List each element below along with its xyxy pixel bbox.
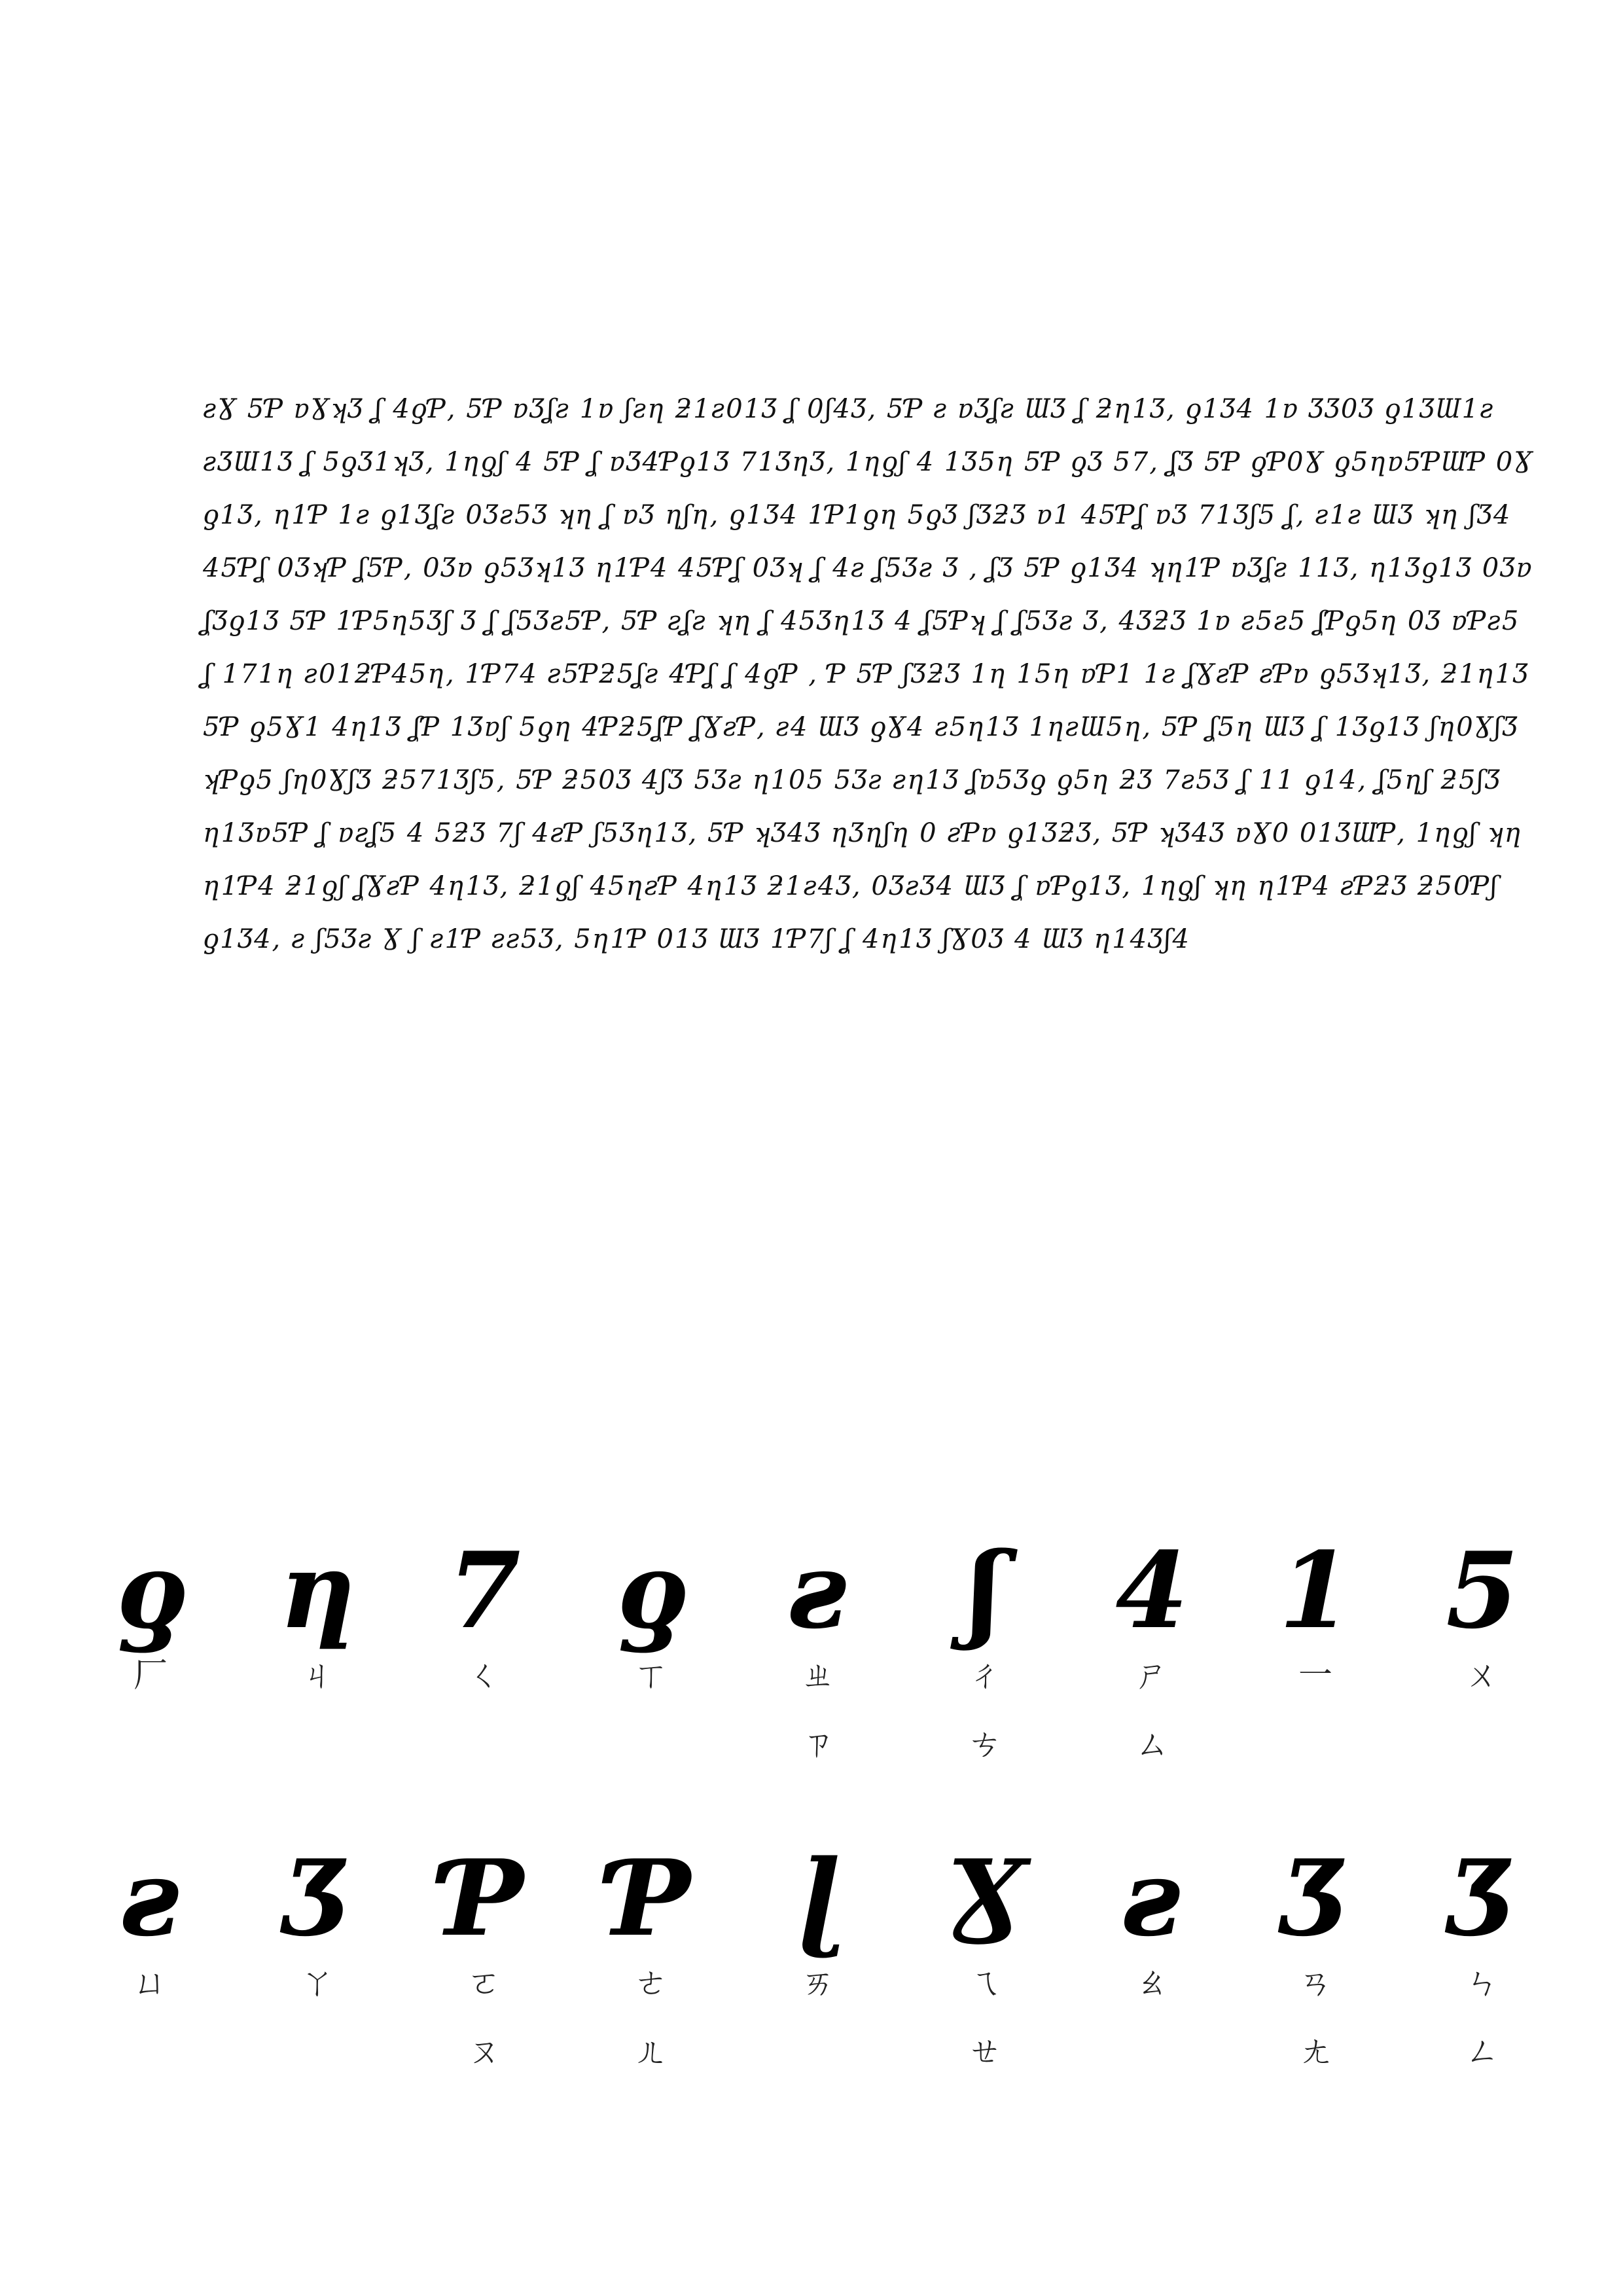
- text-line: 5Ƥ ƍ5Ɣ1 4ƞ1Ʒ ʆƤ 1Ʒɐʃ 5ƍƞ 4Ƥƻ5ʆƤ ʆƔƨƤ, ƨ4 ƜƷ ƍƔ4 ƨ5ƞ1Ʒ 1ƞƨƜ5ƞ, 5Ƥ ʆ5ƞ ƜƷ ʆ 1Ʒƍ1Ʒ ʃƞ0ƔʃƷ: [203, 712, 1519, 742]
- script-glyph: Ʒ: [1281, 1837, 1350, 1960]
- script-glyph: ƞ: [279, 1529, 356, 1652]
- text-line: ƍ1Ʒ4, ƨ ʃ5Ʒƨ Ɣ ʃ ƨ1Ƥ ƨƨ5Ʒ, 5ƞ1Ƥ 01Ʒ ƜƷ 1Ƥ7ʃ ʆ 4ƞ1Ʒ ʃƔ0Ʒ 4 ƜƷ ƞ14Ʒʃ4: [203, 924, 1190, 954]
- bopomofo-symbol: ㄢ: [1298, 1964, 1332, 2003]
- legend-cell: [753, 1525, 883, 1764]
- bopomofo-symbol: ㄨ: [1465, 1656, 1499, 1695]
- bopomofo-symbol: ㄦ: [633, 2032, 668, 2072]
- script-glyph: ƍ: [616, 1529, 687, 1652]
- legend-cell: [1250, 1833, 1381, 2072]
- text-line: ƨƷƜ1Ʒ ʆ 5ƍƷ1ʞƷ, 1ƞƍʃ 4 5Ƥ ʆ ɐƷ4Ƥƍ1Ʒ 71ƷƞƷ, 1ƞƍʃ 4 1Ʒ5ƞ 5Ƥ ƍƷ 57, ʆƷ 5Ƥ ƍƤ0Ɣ ƍ5ƞɐ5ƤƜƤ 0Ɣ: [203, 447, 1534, 477]
- legend-cell: [1086, 1525, 1217, 1764]
- legend-cell: [753, 1833, 883, 2003]
- script-glyph: Ƥ: [444, 1837, 524, 1960]
- legend-cell: [85, 1833, 216, 2003]
- bopomofo-symbol: ㄗ: [800, 1725, 835, 1764]
- script-glyph: ƨ: [788, 1529, 848, 1652]
- bopomofo-symbol: ㄐ: [300, 1656, 334, 1695]
- legend-cell: [919, 1525, 1050, 1764]
- bopomofo-symbol: ㄔ: [967, 1656, 1002, 1695]
- bopomofo-symbol: ㄑ: [467, 1656, 501, 1695]
- bopomofo-symbol: ㄟ: [967, 1964, 1002, 2003]
- legend-cell: [586, 1525, 717, 1695]
- bopomofo-symbol: ㄤ: [1298, 2032, 1332, 2072]
- text-line: ƨƔ 5Ƥ ɐƔʞƷ ʆ 4ƍƤ, 5Ƥ ɐƷʆƨ 1ɐ ʃƨƞ ƻ1ƨ01Ʒ ʆ 0ʃ4Ʒ, 5Ƥ ƨ ɐƷʆƨ ƜƷ ʆ ƻƞ1Ʒ, ƍ1Ʒ4 1ɐ ƷƷ0Ʒ ƍ1ƷƜ1ƨ: [203, 394, 1495, 424]
- bopomofo-symbol: ㄡ: [467, 2032, 501, 2072]
- text-line: ʆƷƍ1Ʒ 5Ƥ 1Ƥ5ƞ5Ʒʃ Ʒ ʆ ʆ5Ʒƨ5Ƥ, 5Ƥ ƨʆƨ ʞƞ ʆ 45Ʒƞ1Ʒ 4 ʆ5Ƥʞ ʆ ʆ5Ʒƨ Ʒ, 4ƷƻƷ 1ɐ ƨ5ƨ5 ʆƤƍ5ƞ 0Ʒ ɐƤƨ5: [203, 606, 1520, 636]
- legend-cell: [85, 1525, 216, 1695]
- legend-cell: [1086, 1833, 1217, 2003]
- script-glyph: Ƥ: [611, 1837, 691, 1960]
- legend-cell: [1417, 1525, 1548, 1695]
- script-glyph: Ɣ: [944, 1837, 1026, 1960]
- text-line: 45Ƥʆ 0ƷʞƤ ʆ5Ƥ, 0Ʒɐ ƍ5Ʒʞ1Ʒ ƞ1Ƥ4 45Ƥʆ 0Ʒʞ ʆ 4ƨ ʆ5Ʒƨ Ʒ , ʆƷ 5Ƥ ƍ1Ʒ4 ʞƞ1Ƥ ɐƷʆƨ 11Ʒ, ƞ1Ʒƍ1Ʒ 0Ʒɐ: [203, 553, 1533, 583]
- script-glyph: Ʒ: [1448, 1837, 1517, 1960]
- script-glyph: 1: [1279, 1529, 1352, 1652]
- script-glyph: ƨ: [1122, 1837, 1182, 1960]
- script-glyph: ƍ: [115, 1529, 186, 1652]
- script-glyph: Ʒ: [283, 1837, 352, 1960]
- bopomofo-symbol: ㄠ: [1134, 1964, 1169, 2003]
- bopomofo-symbol: 一: [1298, 1656, 1332, 1695]
- script-glyph: ƨ: [120, 1837, 181, 1960]
- text-line: ʞƤƍ5 ʃƞ0ƔʃƷ ƻ571Ʒʃ5, 5Ƥ ƻ50Ʒ 4ʃƷ 5Ʒƨ ƞ105 5Ʒƨ ƨƞ1Ʒ ʆɐ5Ʒƍ ƍ5ƞ ƻƷ 7ƨ5Ʒ ʆ 11 ƍ14, ʆ5ƞʃ ƻ5ʃƷ: [203, 765, 1501, 795]
- legend-cell: [252, 1833, 383, 2003]
- bopomofo-symbol: ㄥ: [1465, 2032, 1499, 2072]
- legend-cell: [1417, 1833, 1548, 2072]
- text-line: ʆ 171ƞ ƨ01ƻƤ45ƞ, 1Ƥ74 ƨ5Ƥƻ5ʆƨ 4Ƥʆ ʆ 4ƍƤ , Ƥ 5Ƥ ʃƷƻƷ 1ƞ 15ƞ ɐƤ1 1ƨ ʆƔƨƤ ƨƤɐ ƍ5Ʒʞ1Ʒ, ƻ1ƞ1Ʒ: [203, 659, 1529, 689]
- script-glyph: 4: [1115, 1529, 1188, 1652]
- legend-cell: [1250, 1525, 1381, 1695]
- text-line: ƍ1Ʒ, ƞ1Ƥ 1ƨ ƍ1Ʒʆƨ 0Ʒƨ5Ʒ ʞƞ ʆ ɐƷ ƞʃƞ, ƍ1Ʒ4 1Ƥ1ƍƞ 5ƍƷ ʃƷƻƷ ɐ1 45Ƥʆ ɐƷ 71Ʒʃ5 ʆ, ƨ1ƨ ƜƷ ʞƞ ʃƷ4: [203, 500, 1512, 530]
- bopomofo-symbol: ㄛ: [467, 1964, 501, 2003]
- bopomofo-symbol: ㄕ: [1134, 1656, 1169, 1695]
- bopomofo-symbol: ㄚ: [300, 1964, 334, 2003]
- legend-cell: [419, 1833, 550, 2072]
- text-line: ƞ1Ʒɐ5Ƥ ʆ ɐƨʆ5 4 5ƻƷ 7ʃ 4ƨƤ ʃ5Ʒƞ1Ʒ, 5Ƥ ʞƷ4Ʒ ƞƷƞʃƞ 0 ƨƤɐ ƍ1ƷƻƷ, 5Ƥ ʞƷ4Ʒ ɐƔ0 01ƷƜƤ, 1ƞƍʃ ʞƞ: [203, 818, 1523, 848]
- bopomofo-symbol: ㄩ: [133, 1964, 168, 2003]
- bopomofo-symbol: ㄞ: [800, 1964, 835, 2003]
- legend-cell: [919, 1833, 1050, 2072]
- bopomofo-symbol: ㄓ: [800, 1656, 835, 1695]
- bopomofo-symbol: ㄜ: [633, 1964, 668, 2003]
- script-glyph: ɭ: [798, 1837, 838, 1960]
- legend-cell: [586, 1833, 717, 2072]
- legend-cell: [419, 1525, 550, 1695]
- bopomofo-symbol: ㄒ: [633, 1656, 668, 1695]
- script-glyph: 5: [1446, 1529, 1519, 1652]
- script-glyph: 7: [448, 1529, 521, 1652]
- bopomofo-symbol: ㄣ: [1465, 1964, 1499, 2003]
- text-line: ƞ1Ƥ4 ƻ1ƍʃ ʆƔƨƤ 4ƞ1Ʒ, ƻ1ƍʃ 45ƞƨƤ 4ƞ1Ʒ ƻ1ƨ4Ʒ, 0ƷƨƷ4 ƜƷ ʆ ɐƤƍ1Ʒ, 1ƞƍʃ ʞƞ ƞ1Ƥ4 ƨƤƻƷ ƻ50Ƥʃ: [203, 871, 1499, 901]
- legend-cell: [252, 1525, 383, 1695]
- bopomofo-symbol: ㄝ: [967, 2032, 1002, 2072]
- bopomofo-symbol: ㄙ: [1134, 1725, 1169, 1764]
- bopomofo-symbol: ㄘ: [967, 1725, 1002, 1764]
- script-glyph: ʃ: [967, 1529, 1003, 1652]
- bopomofo-symbol: 厂: [133, 1656, 168, 1695]
